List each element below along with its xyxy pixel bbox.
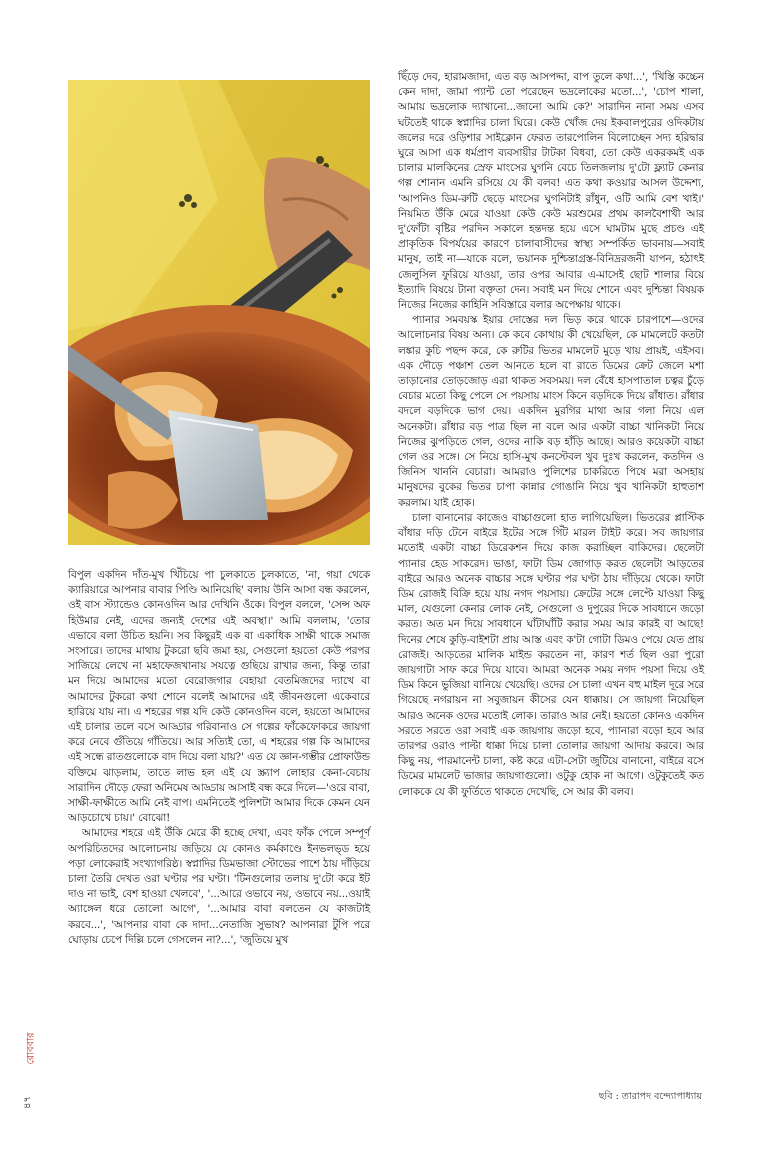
article-photo bbox=[68, 80, 370, 545]
paragraph: প্যানার সমবয়স্ক ইয়ার দোস্তের দল ভিড় করে থাকে চারপাশে—ওদের আলোচনার বিষয় অন্য। কে কবে কোথায় কী খেয়েছিল, কে মামলেটে কতটা লঙ্কার কুচি পছন্দ করে, কে রুটির ভিতর মামলেট মুড়ে খায় প্রায়ই, এইসব। এক দৌড়ে পঞ্চাশ তেল আনতে হলে বা রাতে ডিমের ক্রেট জেলে মশা তাড়ানোর তোড়জোড় এরা থাকত সবসময়। দল বেঁধে হাসপাতাল চত্বর চুঁড়ে বেচার মতো কিছু পেলে সে পয়সায় মাংস কিনে বড়দিকে দিয়ে রাঁধাত। রাঁধার বদলে বড়দিকে ভাগ দেয়। একদিন মুরগির মাথা আর গলা নিয়ে এল অনেকটা। রাঁধার বড় পাত্র ছিল না বলে আর একটা বাচ্চা খানিকটা নিয়ে নিজের ঝুপড়িতে গেল, ওদের নাকি বড় হাঁড়ি আছে। আরও কয়েকটা বাচ্চা গেল ওর সঙ্গে। সে নিয়ে হাসি-মুখ কনস্টেবল খুব দুঃখ করলেন, কতদিন ও জিনিস খাননি বেচারা। আমরাও পুলিশের চাকরিতে পিষে মরা অসহায় মানুষদের বুকের ভিতর চাপা কান্নার গোঙানি নিয়ে খুব খানিকটা হাহুতাশ করলাম। যাই হোক। bbox=[398, 314, 704, 509]
photo-credit: ছবি : তারাপদ বন্দ্যোপাধ্যায় bbox=[598, 1091, 702, 1102]
paragraph: ছিঁড়ে দেব, হারামজাদা, এত বড় আসপদ্দা, বাপ তুলে কথা...', 'খিস্তি কচ্চেন কেন দাদা, জামা প্যান্ট তো পরেছেন ভদ্রলোকের মতো...', 'চোপ শালা, আমায় ভদ্রলোক দ্যাখানো...জানো আমি কে?' সারাদিন নানা সময় এসব ঘটতেই থাকে স্বপ্নাদির চালা ঘিরে। কেউ খোঁজ দেয় ইকবালপুরের ওদিকটায় জলের দরে ওড়িশার সাইক্লোন ফেরত তারপোলিন বিলোচ্ছেন সদ্য হরিদ্বার ঘুরে আসা এক ধর্মপ্রাণ ব্যবসায়ীর টাটকা বিধবা, তো কেউ একরকমই এক চালার মালকিনের স্রেফ মাংসের ঘুগনি বেচে তিলজলায় দু'টো ফ্ল্যাট কেনার গল্প শোনান এমনি রসিয়ে যে কী বলব! এত কথা কওয়ার আসল উদ্দেশ্য, 'আপনিও ডিম-রুটি ছেড়ে মাংসের ঘুগনিটাই রাঁধুন, ওটি আমি বেশ খাই।' নিয়মিত উঁকি মেরে যাওয়া কেউ কেউ মরশুমের প্রথম কালবৈশাখী আর দু'ফোঁটা বৃষ্টির পরদিন সকালে হন্তদন্ত হয়ে এসে ঘামটাম মুছে প্রচণ্ড এই প্রাকৃতিক বিপর্যয়ের কারণে চালাবাসীদের স্বাস্থ্য সম্পর্কিত ভাবনায়—সবাই মানুষ, তাই না—যাকে বলে, ভয়ানক দুশ্চিন্তাগ্রস্ত-বিনিদ্ররজনী যাপন, হঠাৎই জেলুসিল ফুরিয়ে যাওয়া, তার ওপর আবার এ-মাসেই ছোট শালার বিয়ে ইত্যাদি বিষয়ে টানা বক্তৃতা দেন। সবাই মন দিয়ে শোনে এবং দুশ্চিন্তা বিষয়ক নিজের নিজের কাহিনি সবিস্তারে বলার অপেক্ষায় থাকে। bbox=[398, 71, 704, 312]
paragraph: বিপুল একদিন দাঁত-মুখ খিঁচিয়ে পা চুলকাতে চুলকাতে, 'না, গয়া থেকে ক্যারিয়ারে আপনার বাবার পিণ্ডি আনিয়েছি' বলায় উনি আসা বন্ধ করলেন, ওই বাস স্ট্যান্ডেও কোনওদিন আর দেখিনি ওঁকে। বিপুল বললে, 'সেন্স অফ হিউমার নেই, এদের জন্যই দেশের এই অবস্থা।' আমি বললাম, 'তোর এভাবে বলা উচিত হয়নি। সব কিছুরই এক বা একাধিক সাক্ষী থাকে সমাজ সংসারে। তাদের মাথায় টুকরো ছবি জমা হয়, সেগুলো হয়তো কেউ পরপর সাজিয়ে লেখে না মহাফেজখানায় সযত্নে গুছিয়ে রাখার জন্য, কিন্তু তারা মন দিয়ে আমাদের মতো বেরোজগার বেহায়া বেতমিজদের দ্যাখে বা আমাদের টুকরো কথা শোনে বলেই আমাদের এই জীবনগুলো একেবারে হারিয়ে যায় না। এ শহরের গল্প যদি কেউ কোনওদিন বলে, হয়তো আমাদের এই চালার তলে বসে আড্ডার গরিবানাও সে গল্পের ফাঁকেফোকরে জায়গা করে নেবে গুঁতিয়ে গাঁতিয়ে। আর সত্যিই তো, এ শহরের গল্প কি আমাদের এই সন্ধে রাতগুলোকে বাদ দিয়ে বলা যায়?' এত যে জ্ঞান-গম্ভীর প্রোফাউন্ড বক্তিমে ঝাড়লাম, তাতে লাভ হল এই যে স্ক্র্যাপ লোহার কেনা-বেচায় সারাদিন দৌড়ে ফেরা অনিমেষ আড্ডায় আসাই বন্ধ করে দিলে—'ওরে বাবা, সাক্ষী-ফাক্ষীতে আমি নেই বাপ। এমনিতেই পুলিশটা আমার দিকে কেমন যেন আড়চোখে চায়।' বোঝো! bbox=[68, 569, 370, 825]
page-footer bbox=[22, 1010, 44, 1120]
paragraph: আমাদের শহরে এই উঁকি মেরে কী হচ্ছে দেখা, এবং ফাঁক পেলে সম্পূর্ণ অপরিচিতদের আলোচনায় জড়িয়ে যে কোনও কর্মকাণ্ডে ইনভলভ্‌ড হয়ে পড়া লোকেরাই সংখ্যাগরিষ্ঠ। স্বপ্নাদির ডিমভাজা স্টোভের পাশে ঠায় দাঁড়িয়ে চালা তৈরি দেখত ওরা ঘণ্টার পর ঘণ্টা। 'টিনগুলোর তলায় দু'টো করে ইট দাও না ভাই, বেশ হাওয়া খেলবে', '...আরে ওভাবে নয়, ওভাবে নয়...ওয়াই অ্যাঙ্গেল ধরে তোলো আগে', '...আমার বাবা বলতেন যে কাজটাই করবে...', 'আপনার বাবা কে দাদা...নেতাজি সুভাষ? আপনারা টুপি পরে ঘোড়ায় চেপে দিল্লি চলে গেসলেন না?...', 'জুতিয়ে মুখ bbox=[68, 827, 370, 946]
paragraph: চালা বানানোর কাজেও বাচ্চাগুলো হাত লাগিয়েছিল। ভিতরের প্লাস্টিক বাঁধার দড়ি টেনে বাইরে ইটের সঙ্গে গিঁট মারল টাইট করে। সব জায়গার মতোই একটা বাচ্চা ডিরেকশন দিয়ে কাজ করাচ্ছিল বাকিদের। ছেলেটা প্যানার হেড সাকরেদ। ভাঙা, ফাটা ডিম জোগাড় করত ছেলেটা আড়তের বাইরে আরও অনেক বাচ্চার সঙ্গে ঘণ্টার পর ঘণ্টা ঠায় দাঁড়িয়ে থেকে। ফাটা ডিম রোজই বিক্রি হয়ে যায় নগদ পয়সায়। ক্রেটের সঙ্গে লেপ্টে যাওয়া কিছু মাল, যেগুলো কেনার লোক নেই, সেগুলো ও দুপুরের দিকে সাবধানে জড়ো করত। অত মন দিয়ে সাবধানে ঘাঁটাঘাঁটি করার সময় আর কারই বা আছে! দিনের শেষে কুড়ি-বাইশটা প্রায় আস্ত এবং ক'টা গোটা ডিমও পেয়ে যেত প্রায় রোজই। আড়তের মালিক মাইন্ড করতেন না, কারণ শর্ত ছিল ওরা পুরো জায়গাটা সাফ করে দিয়ে যাবে। আমরা অনেক সময় নগদ পয়সা দিয়ে ওই ডিম কিনে ভুজিয়া বানিয়ে খেয়েছি। ওদের সে চালা এখন বহু মাইল দূরে সরে গিয়েছে নগরায়ন না সবুজায়ন কীসের যেন ধাক্কায়। সে জায়গা নিয়েছিল আরও অনেক ওদের মতোই লোক। তারাও আর নেই। হয়তো কোনও একদিন সরতে সরতে ওরা সবাই এক জায়গায় জড়ো হবে, প্যানারা বড়ো হবে আর তারপর ওরাও পাল্টা ধাক্কা দিয়ে চালা তোলার জায়গা আদায় করবে। আর কিছু নয়, পারমানেন্ট চালা, কষ্ট করে এটা-সেটা জুটিয়ে বানানো, বাইরে বসে ডিমের মামলেট ভাজার জায়গাগুলো। ওটুকু হোক না আগে। ওটুকুতেই কত লোককে যে কী ফুর্তিতে থাকতে দেখেছি, সে আর কী বলব। bbox=[398, 511, 704, 798]
article-column-right bbox=[398, 70, 704, 800]
page-number: ৪৭ bbox=[22, 1096, 33, 1109]
magazine-name: রোববার bbox=[25, 1032, 37, 1065]
article-column-left bbox=[68, 568, 370, 948]
frying-pan-illustration bbox=[68, 80, 370, 545]
